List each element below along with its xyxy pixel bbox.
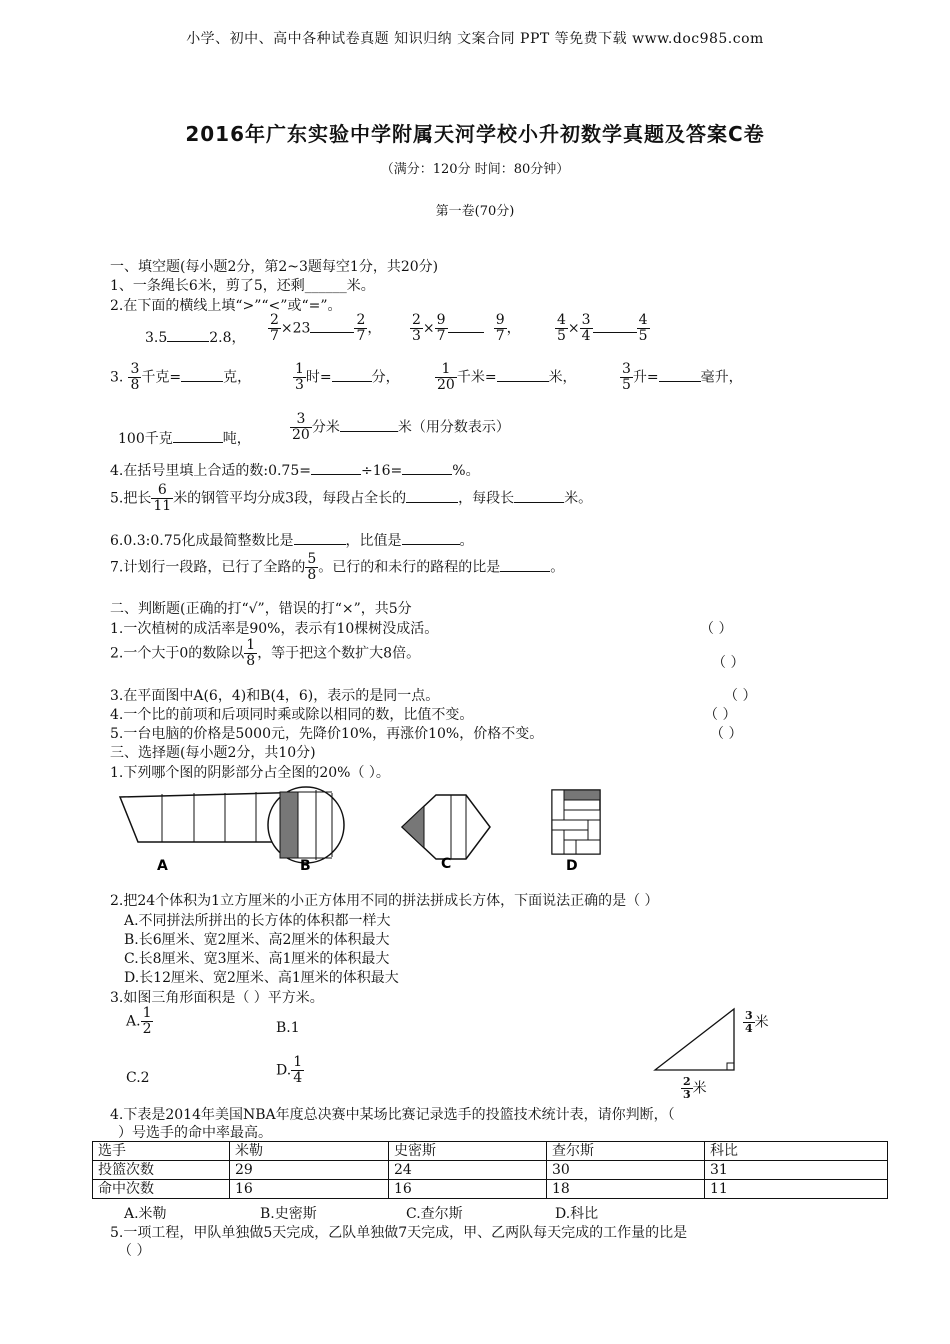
s2-q5-paren[interactable]: （ ） bbox=[710, 726, 743, 742]
s2-q1-paren[interactable]: （ ） bbox=[700, 621, 733, 637]
s2-q2-paren[interactable]: （ ） bbox=[712, 655, 745, 671]
s3-q4-option-d[interactable]: D.科比 bbox=[555, 1206, 599, 1222]
s1-q3-km: $\frac{1}{20}$ 千米= 米， bbox=[437, 361, 577, 393]
s3-q2: 2.把24个体积为1立方厘米的小正方体用不同的拼法拼成长方体，下面说法正确的是（ ） bbox=[110, 893, 659, 909]
table-cell: 11 bbox=[705, 1180, 888, 1199]
table-cell: 29 bbox=[230, 1161, 389, 1180]
s1-q3-dm: $\frac{3}{20}$ 分米 米（用分数表示） bbox=[292, 411, 510, 443]
s1-q3-hours: $\frac{1}{3}$ 时= 分， bbox=[295, 361, 400, 393]
table-cell: 选手 bbox=[93, 1142, 230, 1161]
s3-q4-option-c[interactable]: C.查尔斯 bbox=[406, 1206, 463, 1222]
figure-a-label: A bbox=[157, 858, 168, 874]
s1-q4: 4.在括号里填上合适的数:0.75= ÷16= %。 bbox=[110, 463, 480, 479]
triangle-base-label: $\frac{2}{3}$ 米 bbox=[683, 1075, 707, 1101]
table-cell: 科比 bbox=[705, 1142, 888, 1161]
s3-q3-option-a[interactable]: A. $\frac{1}{2}$ bbox=[126, 1005, 152, 1037]
s1-q7: 7.计划行一段路，已行了全路的 $\frac{5}{8}$ 。已行的和未行的路程的比是 。 bbox=[110, 551, 565, 583]
s2-q4-paren[interactable]: （ ） bbox=[704, 707, 737, 723]
s1-q2-item3: $\frac{2}{3}$ × $\frac{9}{7}$ $\frac{9}{7}$ ， bbox=[412, 312, 521, 344]
s1-q2-item1: 3.5 2.8， bbox=[145, 330, 246, 346]
s3-q4-option-b[interactable]: B.史密斯 bbox=[260, 1206, 317, 1222]
s2-q1: 1.一次植树的成活率是90%，表示有10棵树没成活。 bbox=[110, 621, 439, 637]
page-header: 小学、初中、高中各种试卷真题 知识归纳 文案合同 PPT 等免费下载 www.doc985.com bbox=[186, 31, 764, 47]
part-title: 第一卷(70分) bbox=[435, 204, 515, 219]
table-cell: 30 bbox=[547, 1161, 705, 1180]
section3-heading: 三、选择题(每小题2分，共10分) bbox=[110, 745, 316, 761]
s1-q3-liter: $\frac{3}{5}$ 升= 毫升， bbox=[622, 361, 743, 393]
table-cell: 史密斯 bbox=[389, 1142, 547, 1161]
s3-q2-option-c[interactable]: C.长8厘米、宽3厘米、高1厘米的体积最大 bbox=[124, 951, 390, 967]
s1-q5: 5.把长 $\frac{6}{11}$ 米的钢管平均分成3段，每段占全长的 ，每段长 米。 bbox=[110, 482, 593, 514]
s3-q3-option-d[interactable]: D. $\frac{1}{4}$ bbox=[276, 1054, 303, 1086]
table-header-row bbox=[93, 1142, 888, 1161]
s3-q3: 3.如图三角形面积是（ ）平方米。 bbox=[110, 990, 324, 1006]
table-cell: 米勒 bbox=[230, 1142, 389, 1161]
s3-q4-line1: 4.下表是2014年美国NBA年度总决赛中某场比赛记录选手的投篮技术统计表，请你判断，（ bbox=[110, 1107, 675, 1123]
s3-q3-option-c[interactable]: C.2 bbox=[126, 1070, 150, 1086]
s1-q6: 6.0.3:0.75化成最简整数比是 ，比值是 。 bbox=[110, 533, 474, 549]
figure-c bbox=[402, 795, 490, 872]
s3-q1: 1.下列哪个图的阴影部分占全图的20%（ ）。 bbox=[110, 765, 390, 781]
shaded-figures bbox=[110, 785, 630, 880]
exam-subtitle: （满分：120分 时间：80分钟） bbox=[380, 162, 570, 177]
table-cell: 查尔斯 bbox=[547, 1142, 705, 1161]
figure-d bbox=[552, 790, 600, 874]
table-cell: 18 bbox=[547, 1180, 705, 1199]
figure-c-label: C bbox=[441, 856, 452, 872]
s2-q5: 5.一台电脑的价格是5000元，先降价10%，再涨价10%，价格不变。 bbox=[110, 726, 544, 742]
table-cell: 投篮次数 bbox=[93, 1161, 230, 1180]
exam-title: 2016年广东实验中学附属天河学校小升初数学真题及答案C卷 bbox=[185, 122, 765, 146]
section1-heading: 一、填空题(每小题2分，第2~3题每空1分，共20分) bbox=[110, 259, 439, 275]
s3-q2-option-b[interactable]: B.长6厘米、宽2厘米、高2厘米的体积最大 bbox=[124, 932, 390, 948]
table-cell: 24 bbox=[389, 1161, 547, 1180]
table-row bbox=[93, 1180, 888, 1199]
s2-q3: 3.在平面图中A(6，4)和B(4，6)，表示的是同一点。 bbox=[110, 688, 440, 704]
figure-b-label: B bbox=[300, 858, 311, 874]
s1-q2: 2.在下面的横线上填“>”“<”或“=”。 bbox=[110, 298, 342, 314]
s1-q2-item4: $\frac{4}{5}$ × $\frac{3}{4}$ $\frac{4}{5}$ bbox=[557, 312, 648, 344]
s2-q2: 2.一个大于0的数除以 $\frac{1}{8}$ ，等于把这个数扩大8倍。 bbox=[110, 637, 421, 669]
s1-q3-ton: 100千克 吨， bbox=[118, 431, 251, 447]
s3-q4-line2: ）号选手的命中率最高。 bbox=[118, 1125, 272, 1141]
s3-q4-option-a[interactable]: A.米勒 bbox=[124, 1206, 167, 1222]
s3-q5-line2: （ ） bbox=[118, 1243, 151, 1259]
s1-q2-item2: $\frac{2}{7}$ ×23 $\frac{2}{7}$ ， bbox=[270, 312, 382, 344]
s1-q3-row1: 3. $\frac{3}{8}$ 千克= 克， bbox=[110, 361, 252, 393]
section2-heading: 二、判断题(正确的打“√”，错误的打“×”，共5分 bbox=[110, 601, 412, 617]
table-cell: 31 bbox=[705, 1161, 888, 1180]
figure-b bbox=[268, 787, 344, 874]
s1-q1: 1、一条绳长6米，剪了5，还剩______米。 bbox=[110, 278, 375, 294]
s3-q2-option-d[interactable]: D.长12厘米、宽2厘米、高1厘米的体积最大 bbox=[124, 970, 399, 986]
table-row bbox=[93, 1161, 888, 1180]
figure-d-label: D bbox=[566, 858, 578, 874]
table-cell: 16 bbox=[389, 1180, 547, 1199]
s2-q4: 4.一个比的前项和后项同时乘或除以相同的数，比值不变。 bbox=[110, 707, 474, 723]
nba-stats-table bbox=[92, 1141, 888, 1199]
table-cell: 16 bbox=[230, 1180, 389, 1199]
s3-q3-option-b[interactable]: B.1 bbox=[276, 1020, 300, 1036]
triangle-height-label: $\frac{3}{4}$ 米 bbox=[745, 1009, 769, 1035]
table-cell: 命中次数 bbox=[93, 1180, 230, 1199]
s3-q5-line1: 5.一项工程，甲队单独做5天完成，乙队单独做7天完成，甲、乙两队每天完成的工作量的比是 bbox=[110, 1225, 688, 1241]
s3-q2-option-a[interactable]: A.不同拼法所拼出的长方体的体积都一样大 bbox=[124, 913, 391, 929]
s2-q3-paren[interactable]: （ ） bbox=[724, 688, 757, 704]
